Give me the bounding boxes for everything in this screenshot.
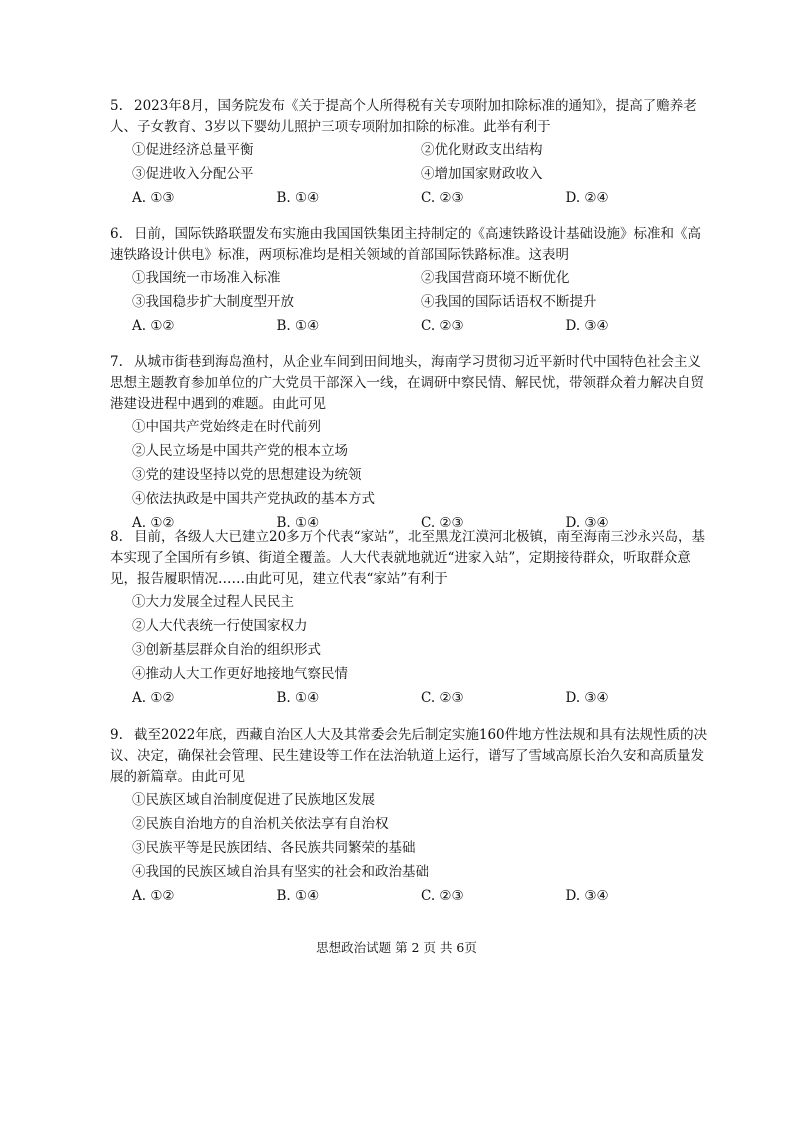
choice-c: C. ②③	[421, 318, 464, 334]
stem-text: 目前，各级人大已建立20多万个代表“家站”，北至黑龙江漠河北极镇，南至海南三沙永兴岛，基本实现了全国所有乡镇、街道全覆盖。人大代表就地就近“进家入站”，定期接待群众，听取群众意见，报告履职情况……由此可见，建立代表“家站”有利于	[110, 529, 705, 587]
choice-d: D. ②④	[565, 190, 609, 206]
choice-d: D. ③④	[565, 690, 609, 706]
option-1: ①大力发展全过程人民民主	[132, 594, 294, 610]
answer-choices	[110, 686, 710, 710]
answer-choices	[110, 314, 710, 338]
stem-text: 从城市街巷到海岛渔村，从企业车间到田间地头，海南学习贯彻习近平新时代中国特色社会主义思想主题教育参加单位的广大党员干部深入一线，在调研中察民情、解民忧，带领群众着力解决自贸港建设进程中遇到的难题。由此可见	[110, 354, 704, 412]
option-4: ④我国的国际话语权不断提升	[421, 294, 597, 310]
question-stem	[110, 527, 710, 590]
option-list	[110, 590, 710, 686]
question-5	[110, 96, 710, 210]
choice-b: B. ①④	[276, 888, 320, 904]
question-number: 7.	[110, 354, 123, 370]
choice-b: B. ①④	[276, 190, 320, 206]
stem-text: 2023年8月，国务院发布《关于提高个人所得税有关专项附加扣除标准的通知》，提高了赡养老人、子女教育、3岁以下婴幼儿照护三项专项附加扣除的标准。此举有利于	[110, 98, 697, 135]
option-1: ①中国共产党始终走在时代前列	[132, 419, 321, 435]
choice-c: C. ②③	[421, 190, 464, 206]
option-4: ④推动人大工作更好地接地气察民情	[132, 666, 348, 682]
question-number: 5.	[110, 98, 123, 114]
answer-choices	[110, 884, 710, 908]
choice-a: A. ①②	[132, 888, 175, 904]
option-4: ④依法执政是中国共产党执政的基本方式	[132, 491, 375, 507]
stem-text: 截至2022年底，西藏自治区人大及其常委会先后制定实施160件地方性法规和具有法规性质的决议、决定，确保社会管理、民生建设等工作在法治轨道上运行，谱写了雪域高原长治久安和高质量发展的新篇章。由此可见	[110, 727, 708, 785]
option-2: ②人民立场是中国共产党的根本立场	[132, 443, 348, 459]
choice-a: A. ①②	[132, 690, 175, 706]
option-3: ③我国稳步扩大制度型开放	[132, 294, 294, 310]
choice-d: D. ③④	[565, 515, 609, 531]
option-1: ①我国统一市场准入标准	[132, 270, 281, 286]
question-number: 8.	[110, 529, 123, 545]
question-stem	[110, 725, 710, 788]
choice-d: D. ③④	[565, 888, 609, 904]
page-footer: 思想政治试题 第 2 页 共 6页	[316, 940, 477, 955]
question-number: 9.	[110, 727, 123, 743]
option-list	[110, 415, 710, 511]
option-list	[110, 788, 710, 884]
choice-a: A. ①②	[132, 515, 175, 531]
question-stem	[110, 224, 710, 266]
option-4: ④增加国家财政收入	[421, 166, 543, 182]
answer-choices	[110, 186, 710, 210]
choice-b: B. ①④	[276, 690, 320, 706]
option-4: ④我国的民族区域自治具有坚实的社会和政治基础	[132, 864, 429, 880]
question-9	[110, 725, 710, 908]
option-1: ①民族区域自治制度促进了民族地区发展	[132, 792, 375, 808]
question-number: 6.	[110, 226, 123, 242]
question-stem	[110, 96, 710, 138]
choice-c: C. ②③	[421, 690, 464, 706]
option-3: ③促进收入分配公平	[132, 166, 254, 182]
choice-c: C. ②③	[421, 888, 464, 904]
option-3: ③党的建设坚持以党的思想建设为统领	[132, 467, 362, 483]
choice-d: D. ③④	[565, 318, 609, 334]
option-1: ①促进经济总量平衡	[132, 142, 254, 158]
choice-b: B. ①④	[276, 318, 320, 334]
stem-text: 日前，国际铁路联盟发布实施由我国国铁集团主持制定的《高速铁路设计基础设施》标准和《高速铁路设计供电》标准，两项标准均是相关领域的首部国际铁路标准。这表明	[110, 226, 701, 263]
choice-b: B. ①④	[276, 515, 320, 531]
choice-a: A. ①②	[132, 318, 175, 334]
option-2: ②优化财政支出结构	[421, 142, 543, 158]
option-list	[110, 266, 710, 314]
choice-c: C. ②③	[421, 515, 464, 531]
option-2: ②民族自治地方的自治机关依法享有自治权	[132, 816, 389, 832]
option-3: ③民族平等是民族团结、各民族共同繁荣的基础	[132, 840, 416, 856]
question-7	[110, 352, 710, 535]
choice-a: A. ①③	[132, 190, 175, 206]
option-list	[110, 138, 710, 186]
option-3: ③创新基层群众自治的组织形式	[132, 642, 321, 658]
question-stem	[110, 352, 710, 415]
question-8	[110, 527, 710, 710]
option-2: ②人大代表统一行使国家权力	[132, 618, 308, 634]
option-2: ②我国营商环境不断优化	[421, 270, 570, 286]
question-6	[110, 224, 710, 338]
